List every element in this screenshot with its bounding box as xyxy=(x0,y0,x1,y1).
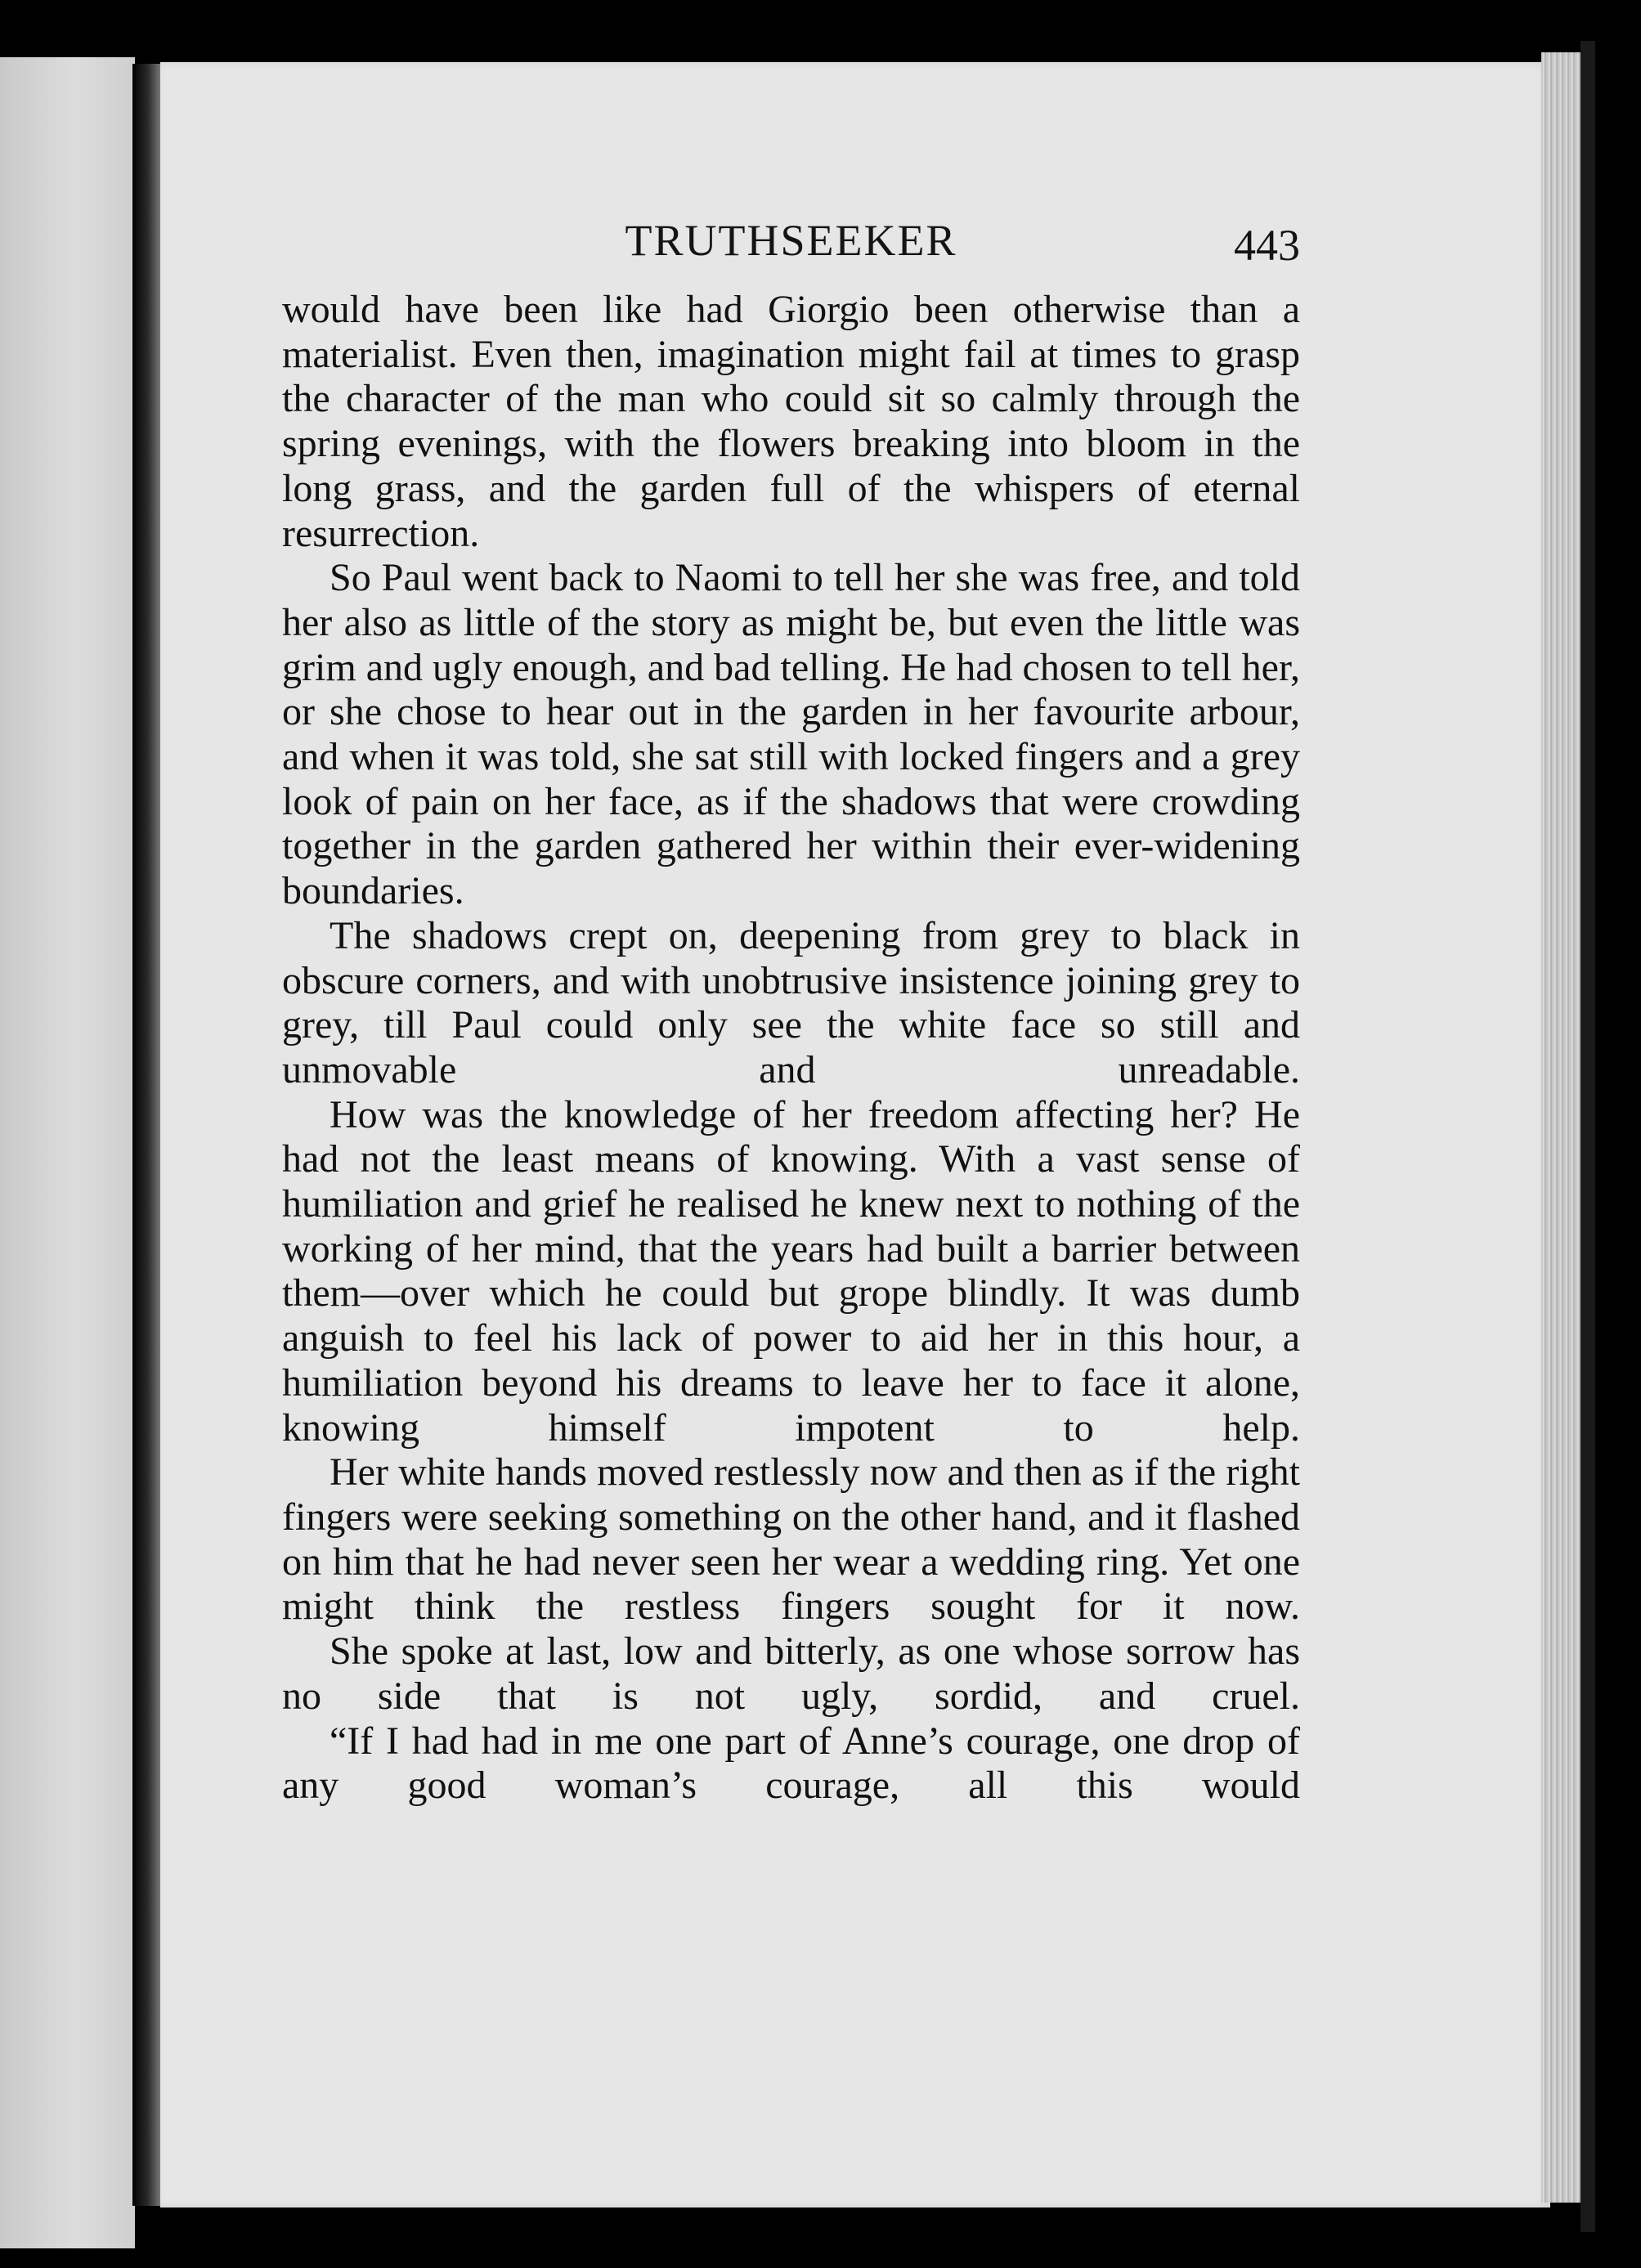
page-fore-edge xyxy=(1541,52,1580,2203)
cover-edge xyxy=(1580,41,1595,2232)
page-number: 443 xyxy=(1234,221,1300,270)
book-gutter xyxy=(132,64,160,2206)
paragraph: She spoke at last, low and bitterly, as one whose sorrow has no side that is not ugly, sordid, and cruel. xyxy=(282,1629,1300,1718)
paragraph: The shadows crept on, deepening from grey to black in obscure corners, and with unobtrusive insistence joining grey to grey, till Paul could only see the white face so still and unmovable and unreadable. xyxy=(282,913,1300,1091)
running-head xyxy=(282,215,1300,280)
paragraph: Her white hands moved restlessly now and then as if the right fingers were seeking something on the other hand, and it flashed on him that he had never seen her wear a wedding ring. Yet one might think the restless fingers sought for it now. xyxy=(282,1450,1300,1629)
paragraph: How was the knowledge of her freedom affecting her? He had not the least means of knowing. With a vast sense of humiliation and grief he realised he knew next to nothing of the working of her mind, that the years had built a barrier between them—over which he could but grope blindly. It was dumb anguish to feel his lack of power to aid her in this hour, a humiliation beyond his dreams to leave her to face it alone, knowing himself impotent to help. xyxy=(282,1092,1300,1450)
paragraph: would have been like had Giorgio been otherwise than a materialist. Even then, imagination might fail at times to grasp the character of the man who could sit so calmly through the spring evenings, with the flowers breaking into bloom in the long grass, and the garden full of the whispers of eternal resurrection. xyxy=(282,288,1300,555)
paragraph: “If I had had in me one part of Anne’s courage, one drop of any good woman’s courage, all this would xyxy=(282,1719,1300,1808)
paragraph: So Paul went back to Naomi to tell her she was free, and told her also as little of the story as might be, but even the little was grim and ugly enough, and bad telling. He had chosen to tell her, or she chose to hear out in the garden in her favourite arbour, and when it was told, she sat still with locked fingers and a grey look of pain on her face, as if the shadows that were crowding together in the garden gathered her within their ever-widening boundaries. xyxy=(282,556,1300,913)
running-title: TRUTHSEEKER xyxy=(625,216,957,265)
facing-page-edge xyxy=(0,57,135,2248)
body-text xyxy=(282,288,1300,1809)
